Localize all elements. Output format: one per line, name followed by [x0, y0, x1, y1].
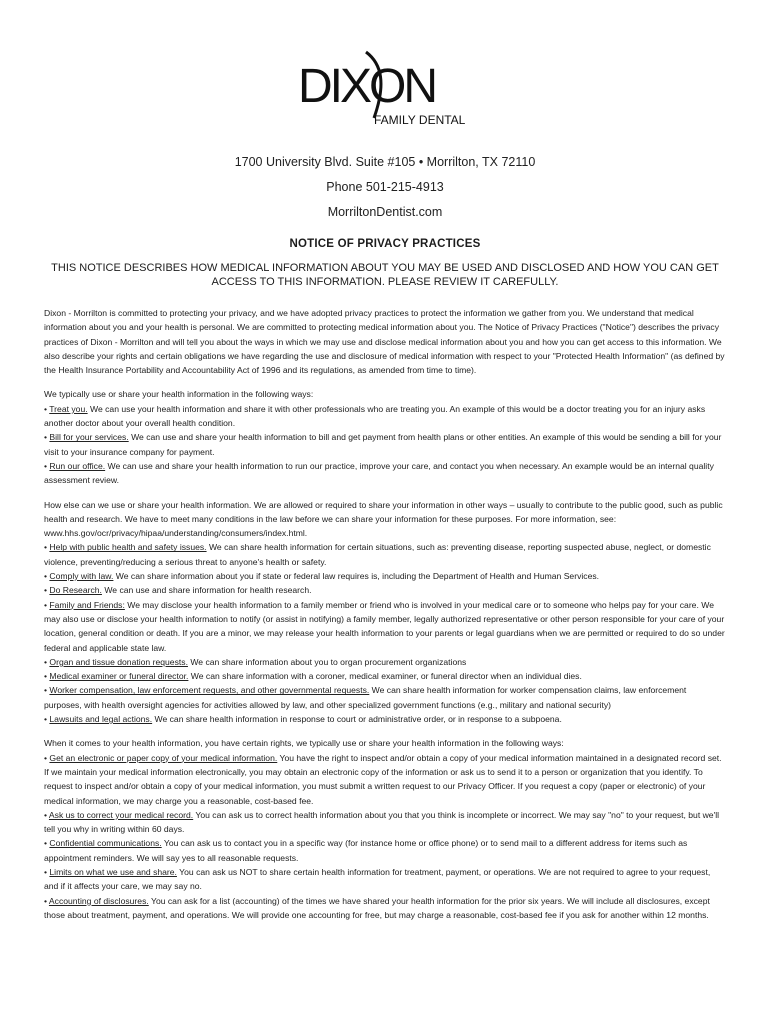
list-item: • Organ and tissue donation requests. We can share information about you to organ procurement organizations: [44, 656, 467, 667]
document-title: NOTICE OF PRIVACY PRACTICES: [289, 238, 481, 250]
logo-tagline: FAMILY DENTAL: [374, 113, 466, 127]
item-label: Comply with law.: [49, 571, 114, 582]
list-item: • Family and Friends: We may disclose your health information to a family member or friend who is involved in your medical care or to someone who helps pay for your care. We may also use or disclose your health information to notify (or assist in notifying) a family member, legally authorized representative or other person responsible for your care of your location, general condition or death. If you are a minor, we may release your health information to your parents or legal guardians when we are permitted or required to do so under federal and applicable state law.: [44, 599, 725, 653]
list-item: • Worker compensation, law enforcement requests, and other governmental requests. We can share health information for worker compensation claims, law enforcement purposes, with health oversight agencies for activities allowed by law, and other specialized government functions (e.g., military and national security): [44, 685, 687, 710]
item-text: You can ask us to correct health information about you that you think is incomplete or incorrect. We may say "no" to your request, but we'll tell you why in writing within 60 days.: [44, 809, 720, 835]
list-item: • Help with public health and safety issues. We can share health information for certain situations, such as: preventing disease, reporting suspected abuse, neglect, or domestic violence, preventing/reducing a serious threat to anyone's health or safety.: [44, 542, 711, 567]
list-item: • Accounting of disclosures. You can ask for a list (accounting) of the times we have shared your health information for the prior six years. We will include all disclosures, except those about treatment, payment, and operations. We will provide one accounting for free, but may charge a reasonable, cost-based fee if you ask for another within 12 months.: [44, 895, 710, 920]
list-item: • Lawsuits and legal actions. We can share health information in response to court or administrative order, or in response to a subpoena.: [44, 714, 562, 725]
website[interactable]: MorriltonDentist.com: [327, 205, 443, 219]
list-item: • Limits on what we use and share. You can ask us NOT to share certain health information for treatment, payment, or operations. We are not required to agree to your request, and if it affects your care, we may say no.: [44, 866, 711, 892]
item-text: We can use and share information for health research.: [101, 585, 312, 596]
item-text: We can use your health information and share it with other professionals who are treating you. An example of this would be a doctor treating you for an injury asks another doctor about your overall health condition.: [44, 403, 706, 429]
section-rights-heading: When it comes to your health information, you have certain rights, we typically use or share your health information in the following ways:: [44, 738, 564, 749]
phone: Phone 501-215-4913: [326, 180, 444, 194]
item-label: Medical examiner or funeral director.: [49, 671, 189, 682]
item-label: Get an electronic or paper copy of your medical information.: [49, 752, 278, 763]
item-label: Confidential communications.: [49, 838, 162, 849]
item-text: We can share information with a coroner, medical examiner, or funeral director when an individual dies.: [188, 671, 582, 682]
item-text: We can share health information for worker compensation claims, law enforcement purposes, with health oversight agencies for activities allowed by law, and other specialized government functions (e.g., military and national security): [44, 685, 687, 710]
item-label: Limits on what we use and share.: [49, 866, 177, 877]
item-text: We can share health information for certain situations, such as: preventing disease, reporting suspected abuse, neglect, or domestic violence, preventing/reducing a serious threat to anyone's health or safety.: [44, 542, 711, 567]
item-label: Family and Friends:: [49, 599, 125, 610]
item-text: We can share health information in response to court or administrative order, or in response to a subpoena.: [152, 714, 562, 725]
item-text: You have the right to inspect and/or obtain a copy of your medical information maintained in a designated record set. If we maintain your medical information electronically, you may obtain an electronic copy of the information or ask us to send it to a person or organization that you identify. To request to inspect and/or obtain a copy of your medical information, you must submit a written request to our Privacy Officer. If you request a copy (paper or electronic) of your medical information, we may charge you a reasonable, cost-based fee.: [44, 752, 722, 806]
address: 1700 University Blvd. Suite #105 • Morrilton, TX 72110: [234, 155, 536, 169]
item-text: We can share information about you if state or federal law requires is, including the Department of Health and Human Services.: [113, 571, 600, 582]
item-label: Lawsuits and legal actions.: [49, 714, 153, 725]
item-text: You can ask us NOT to share certain health information for treatment, payment, or operations. We are not required to agree to your request, and if it affects your care, we may say no.: [44, 866, 711, 892]
section-other-uses-heading: How else can we use or share your health information. We are allowed or required to share your information in other ways – usually to contribute to the public good, such as public health and research. We have to meet many conditions in the law before we can share your information for these purposes. For more information, see: www.hhs.gov/ocr/privacy/hipaa/understanding/consumers/index.html.: [44, 499, 723, 539]
item-text: You can ask for a list (accounting) of the times we have shared your health information for the prior six years. We will include all disclosures, except those about treatment, payment, and operations. We will provide one accounting for free, but may charge a reasonable, cost-based fee if you ask for another within 12 months.: [44, 895, 710, 920]
item-text: You can ask us to contact you in a specific way (for instance home or office phone) or to send mail to a different address for items such as appointment reminders. We will say yes to all reasonable requests.: [44, 838, 688, 863]
item-label: Treat you.: [49, 403, 88, 414]
item-text: We can use and share your health information to bill and get payment from health plans or other entities. An example of this would be sending a bill for your visit to your insurance company for payment.: [44, 432, 722, 457]
item-label: Worker compensation, law enforcement requests, and other governmental requests.: [49, 685, 370, 696]
document-subtitle: THIS NOTICE DESCRIBES HOW MEDICAL INFORMATION ABOUT YOU MAY BE USED AND DISCLOSED AND HOW YOU CAN GET ACCESS TO THIS INFORMATION. PLEASE REVIEW IT CAREFULLY.: [51, 262, 719, 288]
list-item: • Run our office. We can use and share your health information to run our practice, improve your care, and contact you when necessary. An example would be an internal quality assessment review.: [44, 460, 714, 486]
list-item: • Comply with law. We can share information about you if state or federal law requires is, including the Department of Health and Human Services.: [44, 571, 600, 582]
item-label: Do Research.: [49, 585, 102, 596]
item-text: We can use and share your health information to run our practice, improve your care, and contact you when necessary. An example would be an internal quality assessment review.: [44, 460, 714, 486]
section-uses-heading: We typically use or share your health information in the following ways:: [44, 389, 314, 400]
item-text: We may disclose your health information to a family member or friend who is involved in your medical care or to someone who helps pay for your care. We may also use or disclose your health information to notify (or assist in notifying) a family member, legally authorized representative or other person responsible for your care of your location, general condition or death. If you are a minor, we may release your health information to your parents or legal guardians when we are permitted or required to do so under federal and applicable state law.: [44, 599, 725, 653]
list-item: • Do Research. We can use and share information for health research.: [44, 585, 312, 596]
dixon-family-dental-logo: [296, 44, 476, 128]
item-label: Ask us to correct your medical record.: [48, 809, 194, 820]
section-rights: [44, 736, 726, 922]
document-body: [44, 306, 726, 932]
logo-graphic: [296, 44, 476, 128]
list-item: • Get an electronic or paper copy of your medical information. You have the right to inspect and/or obtain a copy of your medical information maintained in a designated record set. If we maintain your medical information electronically, you may obtain an electronic copy of the information or ask us to send it to a person or organization that you identify. To request to inspect and/or obtain a copy of your medical information, you must submit a written request to our Privacy Officer. If you request a copy (paper or electronic) of your medical information, we may charge you a reasonable, cost-based fee.: [44, 752, 722, 806]
item-label: Bill for your services.: [49, 432, 129, 443]
logo-wordmark: DIXON: [298, 60, 436, 113]
list-item: • Treat you. We can use your health information and share it with other professionals who are treating you. An example of this would be a doctor treating you for an injury asks another doctor about your overall health condition.: [44, 403, 706, 429]
item-text: We can share information about you to organ procurement organizations: [187, 656, 467, 667]
section-uses: [44, 387, 726, 487]
item-label: Organ and tissue donation requests.: [49, 656, 188, 667]
list-item: • Bill for your services. We can use and share your health information to bill and get payment from health plans or other entities. An example of this would be sending a bill for your visit to your insurance company for payment.: [44, 432, 722, 457]
item-label: Run our office.: [49, 460, 106, 471]
list-item: • Ask us to correct your medical record. You can ask us to correct health information about you that you think is incomplete or incorrect. We may say "no" to your request, but we'll tell you why in writing within 60 days.: [44, 809, 720, 835]
intro-paragraph: Dixon - Morrilton is committed to protecting your privacy, and we have adopted privacy practices to protect the information we gather from you. We understand that medical information about you and your health is personal. We are committed to protecting medical information about you. The Notice of Privacy Practices ("Notice") describes the privacy practices of Dixon - Morrilton and will tell you about the ways in which we may use and disclose medical information about you and how you can get access to this information. We also describe your rights and certain obligations we have regarding the use and disclosure of medical information with respect to your "Protected Health Information" (as defined by the Health Insurance Portability and Accountability Act of 1996 and its regulations, as amended from time to time).: [44, 308, 725, 376]
list-item: • Confidential communications. You can ask us to contact you in a specific way (for instance home or office phone) or to send mail to a different address for items such as appointment reminders. We will say yes to all reasonable requests.: [44, 838, 688, 863]
item-label: Accounting of disclosures.: [48, 895, 149, 906]
item-label: Help with public health and safety issues.: [49, 542, 207, 553]
list-item: • Medical examiner or funeral director. We can share information with a coroner, medical examiner, or funeral director when an individual dies.: [44, 671, 582, 682]
section-other-uses: [44, 498, 726, 727]
